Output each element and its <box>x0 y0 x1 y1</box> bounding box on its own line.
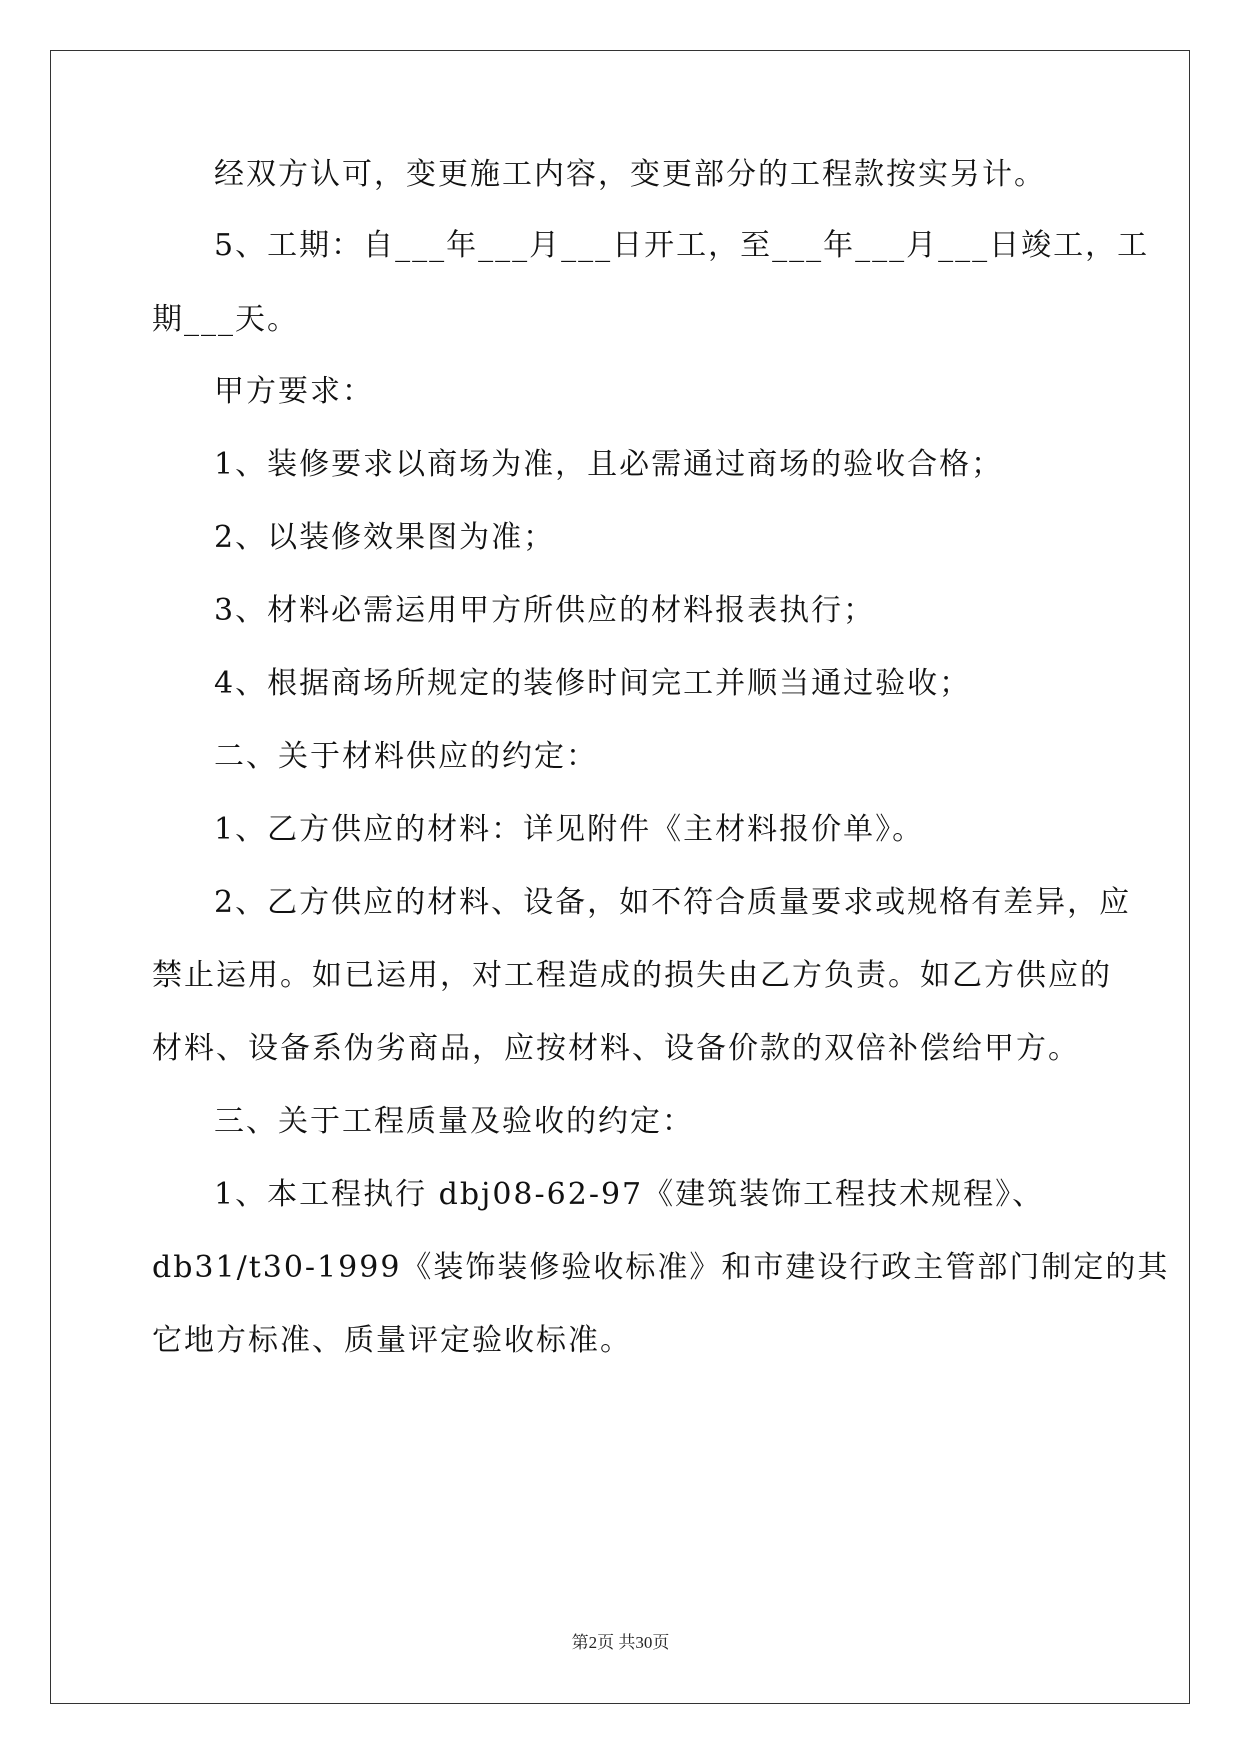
section-heading: 三、关于工程质量及验收的约定： <box>214 1104 694 1139</box>
paragraph-line: 禁止运用。如已运用，对工程造成的损失由乙方负责。如乙方供应的 <box>152 958 1112 993</box>
page-footer: 第2页 共30页 <box>571 1633 670 1652</box>
paragraph-line: 2、乙方供应的材料、设备，如不符合质量要求或规格有差异，应 <box>214 885 1132 920</box>
paragraph-line: db31/t30-1999《装饰装修验收标准》和市建设行政主管部门制定的其 <box>152 1250 1170 1285</box>
paragraph-line: 经双方认可，变更施工内容，变更部分的工程款按实另计。 <box>214 157 1046 192</box>
paragraph-line: 1、本工程执行 dbj08-62-97《建筑装饰工程技术规程》、 <box>214 1177 1045 1212</box>
list-item: 2、以装修效果图为准； <box>214 520 556 555</box>
list-item: 4、根据商场所规定的装修时间完工并顺当通过验收； <box>214 666 972 701</box>
list-item: 3、材料必需运用甲方所供应的材料报表执行； <box>214 593 876 628</box>
list-item: 1、装修要求以商场为准，且必需通过商场的验收合格； <box>214 447 1004 482</box>
section-heading: 二、关于材料供应的约定： <box>214 739 598 774</box>
paragraph-line: 期___天。 <box>152 302 299 337</box>
paragraph-line: 它地方标准、质量评定验收标准。 <box>152 1323 632 1358</box>
list-item: 1、乙方供应的材料：详见附件《主材料报价单》。 <box>214 812 925 847</box>
section-heading: 甲方要求： <box>214 374 374 409</box>
page-border <box>50 50 1190 1704</box>
paragraph-line: 5、工期：自___年___月___日开工，至___年___月___日竣工，工 <box>214 228 1150 263</box>
paragraph-line: 材料、设备系伪劣商品，应按材料、设备价款的双倍补偿给甲方。 <box>152 1031 1080 1066</box>
